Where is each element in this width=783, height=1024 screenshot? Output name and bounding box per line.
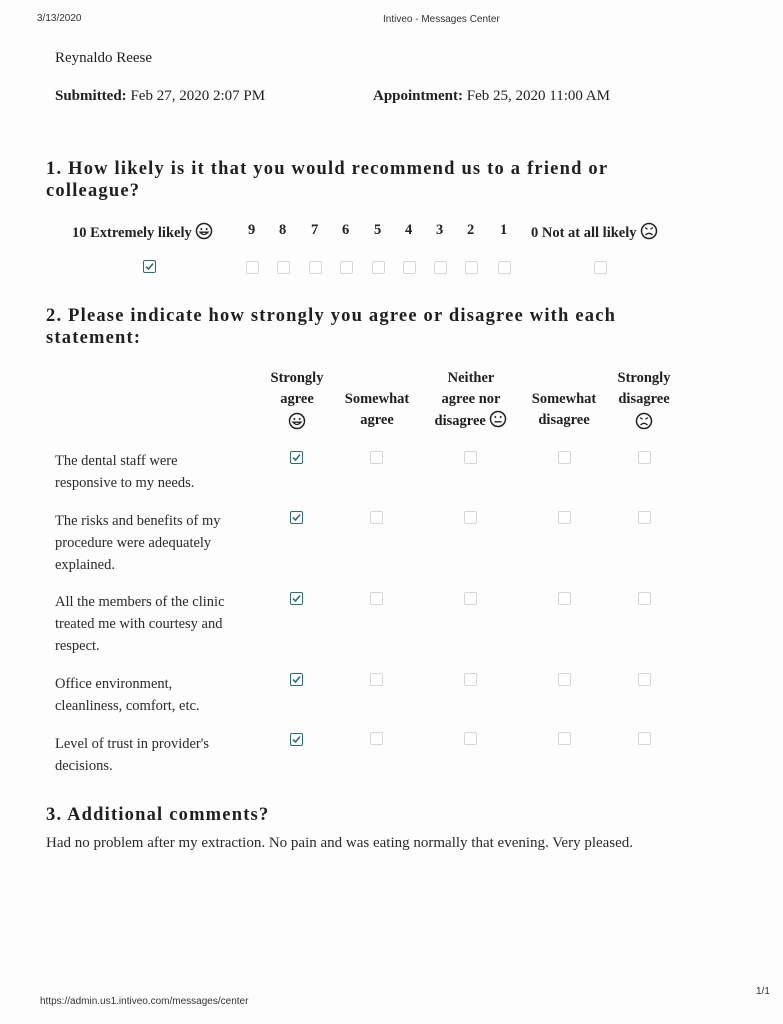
col-somewhat-disagree-l2: disagree [538, 412, 590, 428]
s5-somewhat-disagree-checkbox[interactable] [558, 732, 571, 745]
q1-option-1: 1 [500, 222, 508, 238]
statement-3-l2: treated me with courtesy and [55, 616, 223, 632]
patient-name: Reynaldo Reese [55, 50, 153, 66]
statement-4-l1: Office environment, [55, 676, 173, 692]
s1-strongly-disagree-checkbox[interactable] [638, 451, 651, 464]
print-date: 3/13/2020 [37, 13, 82, 24]
angry-face-icon [635, 412, 653, 430]
smiley-face-icon [195, 222, 213, 240]
q1-option-5: 5 [374, 222, 382, 238]
s2-strongly-agree-checkbox[interactable] [290, 511, 303, 524]
checkmark-icon [292, 513, 301, 522]
col-strongly-disagree-l1: Strongly [617, 370, 671, 386]
s4-strongly-disagree-checkbox[interactable] [638, 673, 651, 686]
s3-somewhat-agree-checkbox[interactable] [370, 592, 383, 605]
s1-somewhat-agree-checkbox[interactable] [370, 451, 383, 464]
s5-neither-checkbox[interactable] [464, 732, 477, 745]
col-strongly-agree-l2: agree [280, 391, 314, 407]
col-neither-l3: disagree [434, 413, 486, 429]
col-neither [425, 368, 517, 432]
q1-checkbox-3[interactable] [434, 261, 447, 274]
q1-option-8: 8 [279, 222, 287, 238]
statement-2-l1: The risks and benefits of my [55, 513, 221, 529]
s2-somewhat-disagree-checkbox[interactable] [558, 511, 571, 524]
s3-neither-checkbox[interactable] [464, 592, 477, 605]
neutral-face-icon [489, 410, 507, 428]
q1-option-3: 3 [436, 222, 444, 238]
smiley-face-icon [288, 412, 306, 430]
s1-neither-checkbox[interactable] [464, 451, 477, 464]
s2-somewhat-agree-checkbox[interactable] [370, 511, 383, 524]
q3-title: 3. Additional comments? [46, 805, 270, 825]
print-url: https://admin.us1.intiveo.com/messages/center [40, 996, 249, 1007]
q1-checkbox-6[interactable] [340, 261, 353, 274]
submitted-label: Submitted: [55, 88, 127, 104]
print-page-number: 1/1 [756, 986, 770, 997]
q1-title [46, 158, 608, 202]
q1-option-2: 2 [467, 222, 475, 238]
appointment-value: Feb 25, 2020 11:00 AM [466, 88, 610, 104]
checkmark-icon [292, 735, 301, 744]
q1-checkbox-8[interactable] [277, 261, 290, 274]
q1-option-0 [531, 222, 658, 242]
q1-option-10 [72, 222, 213, 242]
angry-face-icon [640, 222, 658, 240]
q1-option-10-label: 10 Extremely likely [72, 225, 192, 241]
s3-strongly-disagree-checkbox[interactable] [638, 592, 651, 605]
q1-checkbox-1[interactable] [498, 261, 511, 274]
q1-title-line2: colleague? [46, 181, 141, 201]
statement-1-l2: responsive to my needs. [55, 475, 195, 491]
q1-checkbox-0[interactable] [594, 261, 607, 274]
q1-option-7: 7 [311, 222, 319, 238]
q1-option-6: 6 [342, 222, 350, 238]
q1-checkbox-9[interactable] [246, 261, 259, 274]
s1-strongly-agree-checkbox[interactable] [290, 451, 303, 464]
col-neither-l1: Neither [447, 370, 495, 386]
statement-5 [55, 733, 265, 777]
col-somewhat-agree [337, 389, 417, 431]
col-strongly-disagree-l2: disagree [618, 391, 670, 407]
q2-title-line1: 2. Please indicate how strongly you agree or disagree with each [46, 306, 617, 326]
col-strongly-agree [258, 368, 336, 437]
statement-5-l1: Level of trust in provider's [55, 736, 210, 752]
checkmark-icon [292, 453, 301, 462]
s4-strongly-agree-checkbox[interactable] [290, 673, 303, 686]
submitted-value: Feb 27, 2020 2:07 PM [130, 88, 266, 104]
s5-somewhat-agree-checkbox[interactable] [370, 732, 383, 745]
statement-3 [55, 591, 265, 657]
col-somewhat-agree-l2: agree [360, 412, 394, 428]
statement-2-l3: explained. [55, 557, 115, 573]
s4-somewhat-disagree-checkbox[interactable] [558, 673, 571, 686]
statement-4-l2: cleanliness, comfort, etc. [55, 698, 200, 714]
checkmark-icon [145, 262, 154, 271]
print-title: Intiveo - Messages Center [383, 14, 500, 25]
statement-4 [55, 673, 265, 717]
s4-somewhat-agree-checkbox[interactable] [370, 673, 383, 686]
col-somewhat-agree-l1: Somewhat [344, 391, 410, 407]
q1-checkbox-2[interactable] [465, 261, 478, 274]
q1-checkbox-10[interactable] [143, 260, 156, 273]
q1-option-9: 9 [248, 222, 256, 238]
col-neither-l2: agree nor [441, 391, 501, 407]
checkmark-icon [292, 675, 301, 684]
s3-somewhat-disagree-checkbox[interactable] [558, 592, 571, 605]
appointment-label: Appointment: [373, 88, 464, 104]
q2-title-line2: statement: [46, 328, 142, 348]
s4-neither-checkbox[interactable] [464, 673, 477, 686]
statement-2 [55, 510, 265, 576]
statement-5-l2: decisions. [55, 758, 113, 774]
col-somewhat-disagree [523, 389, 605, 431]
q1-checkbox-7[interactable] [309, 261, 322, 274]
col-strongly-agree-l1: Strongly [270, 370, 324, 386]
s5-strongly-agree-checkbox[interactable] [290, 733, 303, 746]
statement-3-l1: All the members of the clinic [55, 594, 225, 610]
statement-3-l3: respect. [55, 638, 100, 654]
col-strongly-disagree [608, 368, 680, 437]
appointment-info [373, 88, 610, 105]
s2-strongly-disagree-checkbox[interactable] [638, 511, 651, 524]
q1-option-0-label: 0 Not at all likely [531, 225, 637, 241]
statement-1-l1: The dental staff were [55, 453, 178, 469]
checkmark-icon [292, 594, 301, 603]
s1-somewhat-disagree-checkbox[interactable] [558, 451, 571, 464]
q1-option-4: 4 [405, 222, 413, 238]
q3-answer: Had no problem after my extraction. No pain and was eating normally that evening. Very pleased. [46, 835, 634, 851]
statement-1 [55, 450, 265, 494]
q1-checkbox-5[interactable] [372, 261, 385, 274]
q1-title-line1: 1. How likely is it that you would recommend us to a friend or [46, 159, 609, 179]
s5-strongly-disagree-checkbox[interactable] [638, 732, 651, 745]
s2-neither-checkbox[interactable] [464, 511, 477, 524]
submitted-info [55, 88, 265, 105]
q2-title [46, 305, 616, 349]
q1-checkbox-4[interactable] [403, 261, 416, 274]
s3-strongly-agree-checkbox[interactable] [290, 592, 303, 605]
statement-2-l2: procedure were adequately [55, 535, 212, 551]
col-neither-l3-wrap [425, 410, 517, 432]
col-somewhat-disagree-l1: Somewhat [531, 391, 597, 407]
